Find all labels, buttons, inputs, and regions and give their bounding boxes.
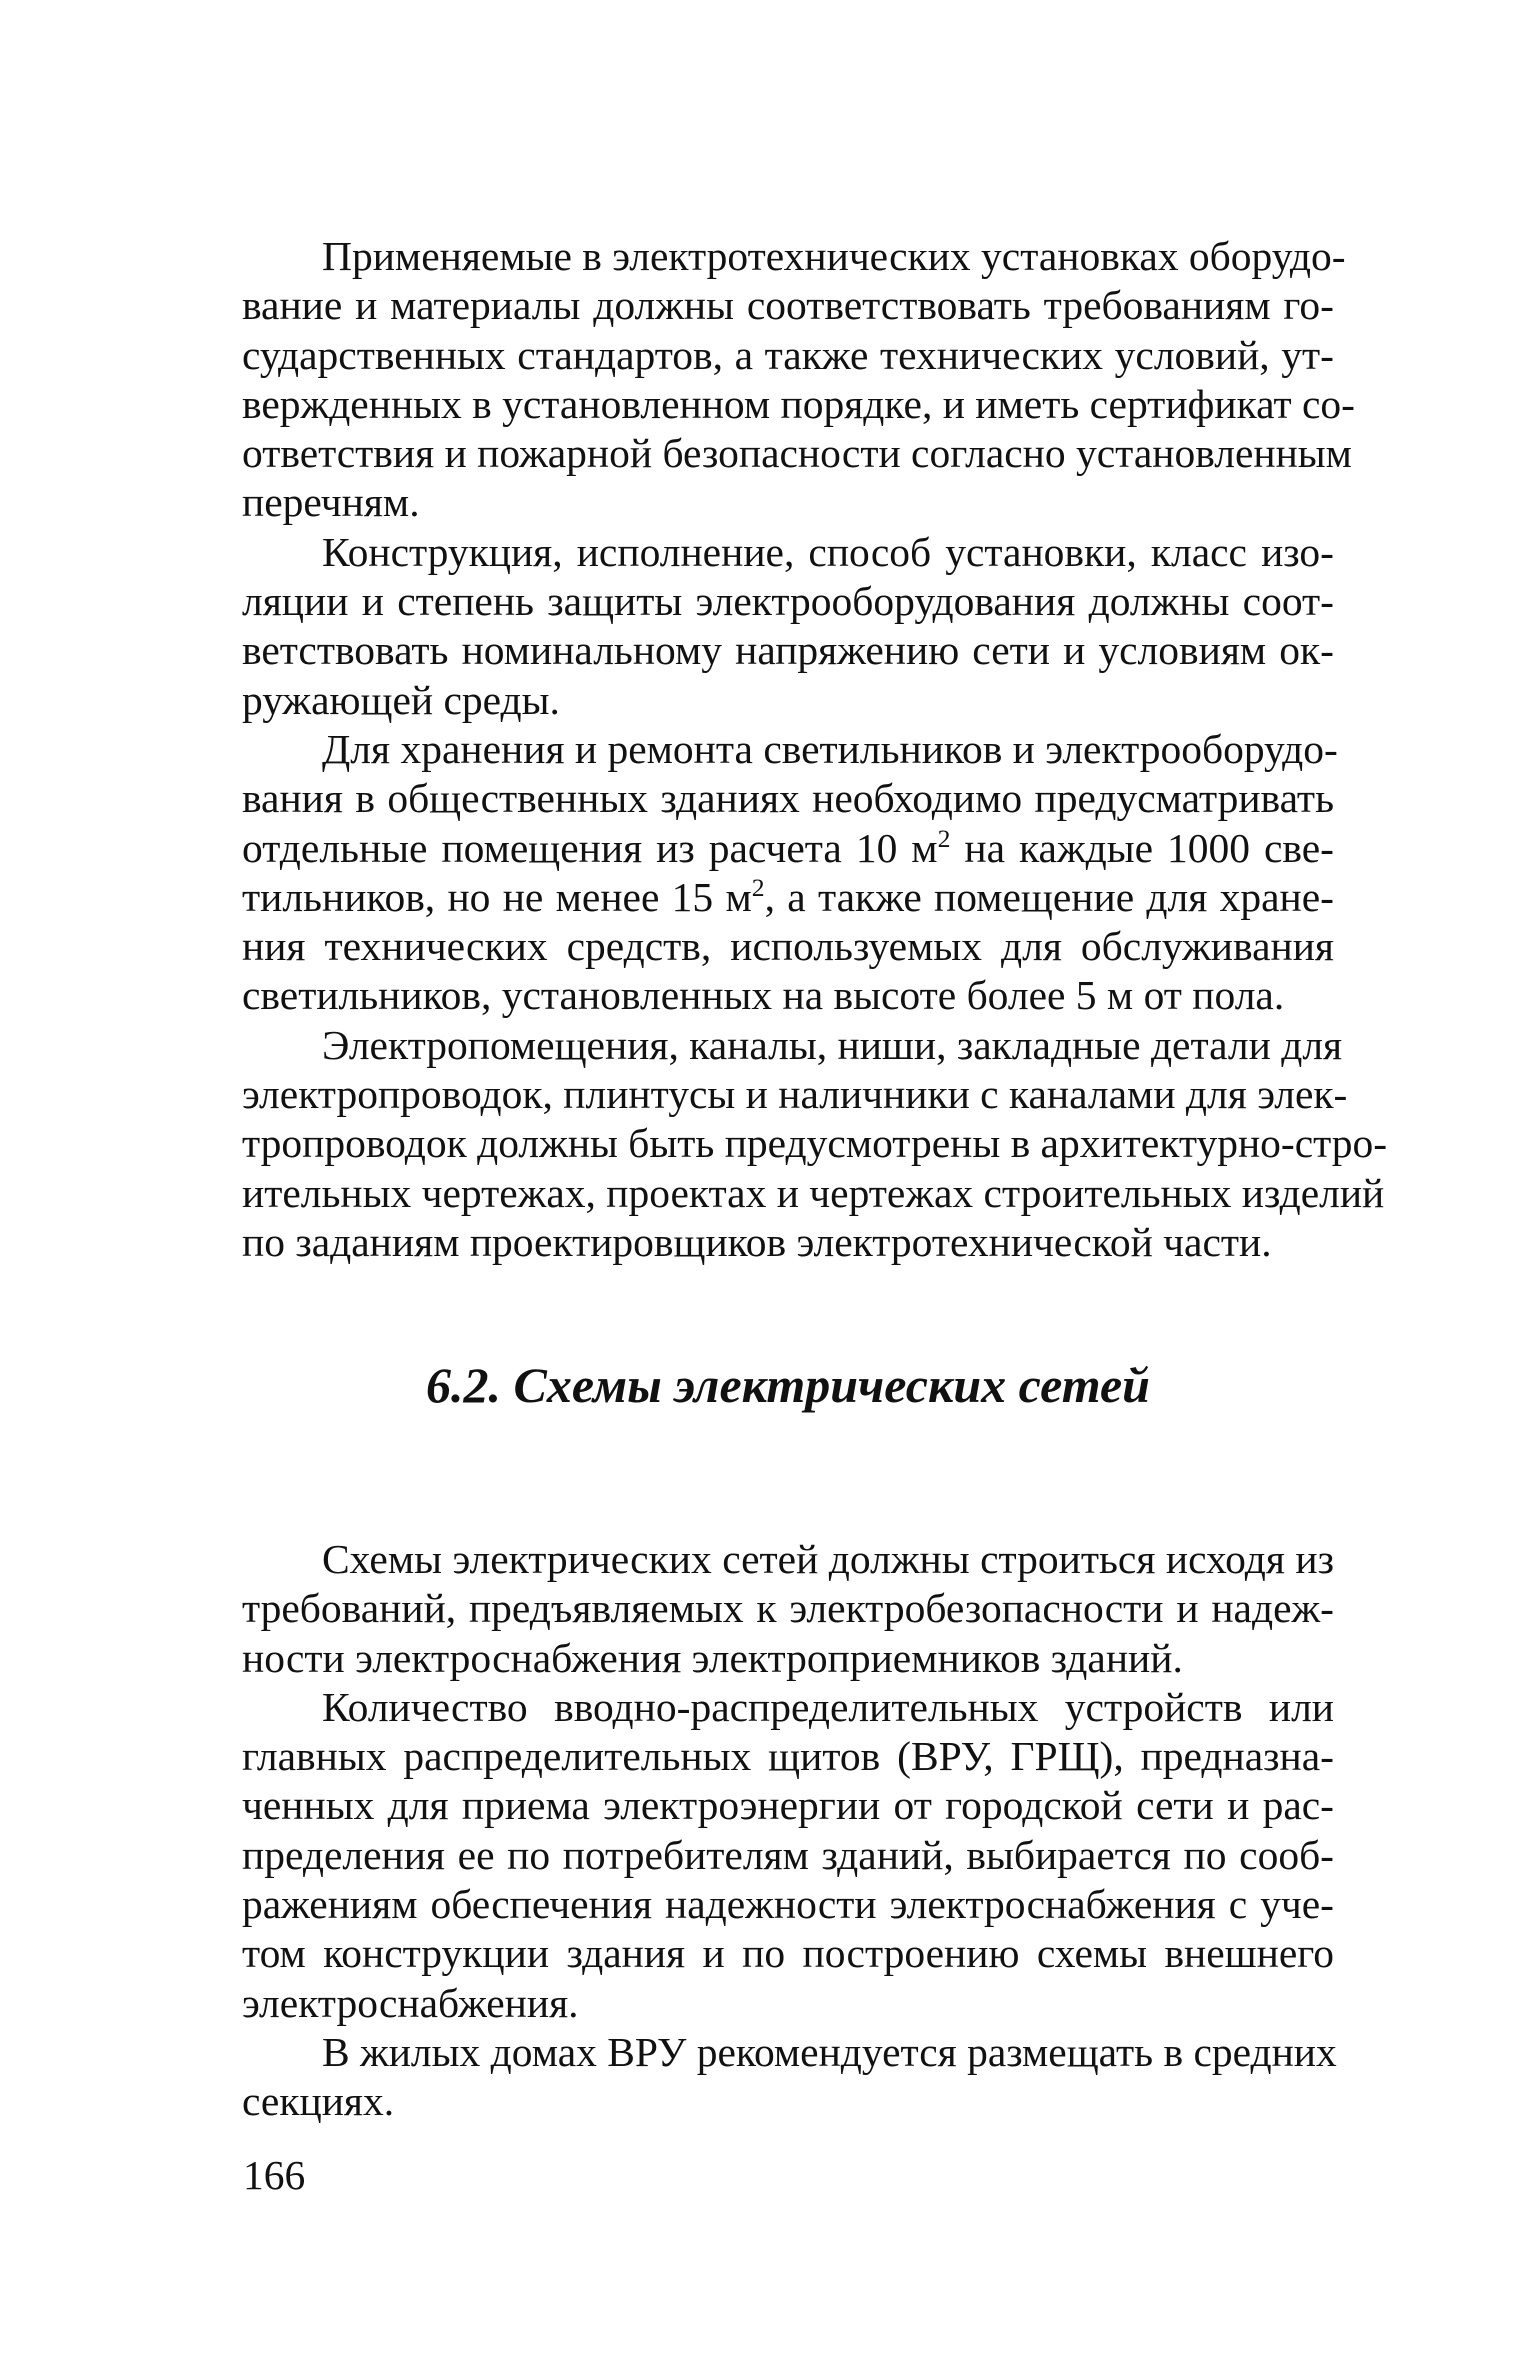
- text-line: секциях.: [242, 2078, 395, 2125]
- superscript: 2: [937, 823, 951, 853]
- text-line: сударственных стандартов, а также технических условий, ут-: [242, 331, 1334, 378]
- text-line: светильников, установленных на высоте более 5 м от пола.: [242, 972, 1285, 1019]
- text-line: перечням.: [242, 479, 420, 526]
- text-segment: отдельные помещения из расчета 10 м: [242, 824, 938, 871]
- text-line: Для хранения и ремонта светильников и электрооборудо-: [322, 725, 1338, 772]
- text-line: [242, 873, 1334, 922]
- text-line: [242, 824, 1334, 873]
- text-segment: тильников, но не менее 15 м: [242, 873, 752, 920]
- text-line: ражениям обеспечения надежности электроснабжения с уче-: [242, 1881, 1334, 1928]
- text-line: ветствовать номинальному напряжению сети и условиям ок-: [242, 627, 1334, 674]
- superscript: 2: [751, 873, 765, 903]
- text-line: ительных чертежах, проектах и чертежах строительных изделий: [242, 1169, 1385, 1216]
- text-line: Применяемые в электротехнических установках оборудо-: [322, 233, 1346, 279]
- body-text-section-2: [242, 1535, 1337, 2127]
- text-line: по заданиям проектировщиков электротехнической части.: [242, 1218, 1272, 1265]
- text-line: Конструкция, исполнение, способ установки, класс изо-: [322, 528, 1334, 575]
- text-segment: , а также помещение для хране-: [764, 873, 1334, 920]
- paragraph-residential-placement: [242, 2028, 1337, 2127]
- text-line: требований, предъявляемых к электробезопасности и надеж-: [242, 1585, 1334, 1632]
- text-line: пределения ее по потребителям зданий, выбирается по сооб-: [242, 1831, 1334, 1878]
- text-line: ружающей среды.: [242, 676, 560, 723]
- text-line: Количество вводно-распределительных устройств или: [322, 1683, 1334, 1730]
- section-heading: 6.2. Схемы электрических сетей: [426, 1357, 1150, 1413]
- text-line: ляции и степень защиты электрооборудования должны соот-: [242, 578, 1334, 625]
- paragraph-luminaire-storage: [242, 725, 1338, 1021]
- text-line: главных распределительных щитов (ВРУ, ГРЩ), предназна-: [242, 1733, 1334, 1780]
- text-line: Схемы электрических сетей должны строиться исходя из: [322, 1536, 1334, 1582]
- text-line: В жилых домах ВРУ рекомендуется размещать в средних: [322, 2028, 1337, 2075]
- text-line: том конструкции здания и по построению схемы внешнего: [242, 1930, 1334, 1977]
- text-line: ченных для приема электроэнергии от городской сети и рас-: [242, 1782, 1334, 1829]
- text-line: электропроводок, плинтусы и наличники с каналами для элек-: [242, 1071, 1348, 1118]
- paragraph-construction-insulation: [242, 528, 1334, 725]
- text-line: вержденных в установленном порядке, и иметь сертификат со-: [242, 380, 1356, 427]
- body-text-section-1: [242, 232, 1388, 1267]
- text-segment: на каждые 1000 све-: [950, 824, 1335, 871]
- text-line: электроснабжения.: [242, 1979, 579, 2026]
- text-line: ности электроснабжения электроприемников зданий.: [242, 1634, 1183, 1681]
- text-line: тропроводок должны быть предусмотрены в архитектурно-стро-: [242, 1120, 1388, 1167]
- text-line: вание и материалы должны соответствовать требованиям го-: [242, 282, 1334, 329]
- text-line: Электропомещения, каналы, ниши, закладные детали для: [322, 1021, 1343, 1068]
- paragraph-network-schemes: [242, 1535, 1334, 1683]
- text-line: ния технических средств, используемых для обслуживания: [242, 923, 1334, 970]
- paragraph-equipment-requirements: [242, 232, 1356, 528]
- paragraph-electrical-rooms: [242, 1021, 1388, 1267]
- text-line: ответствия и пожарной безопасности согласно установленным: [242, 430, 1352, 477]
- text-line: вания в общественных зданиях необходимо предусматривать: [242, 775, 1334, 822]
- page-number: 166: [243, 2152, 306, 2198]
- paragraph-distribution-devices: [242, 1683, 1334, 2028]
